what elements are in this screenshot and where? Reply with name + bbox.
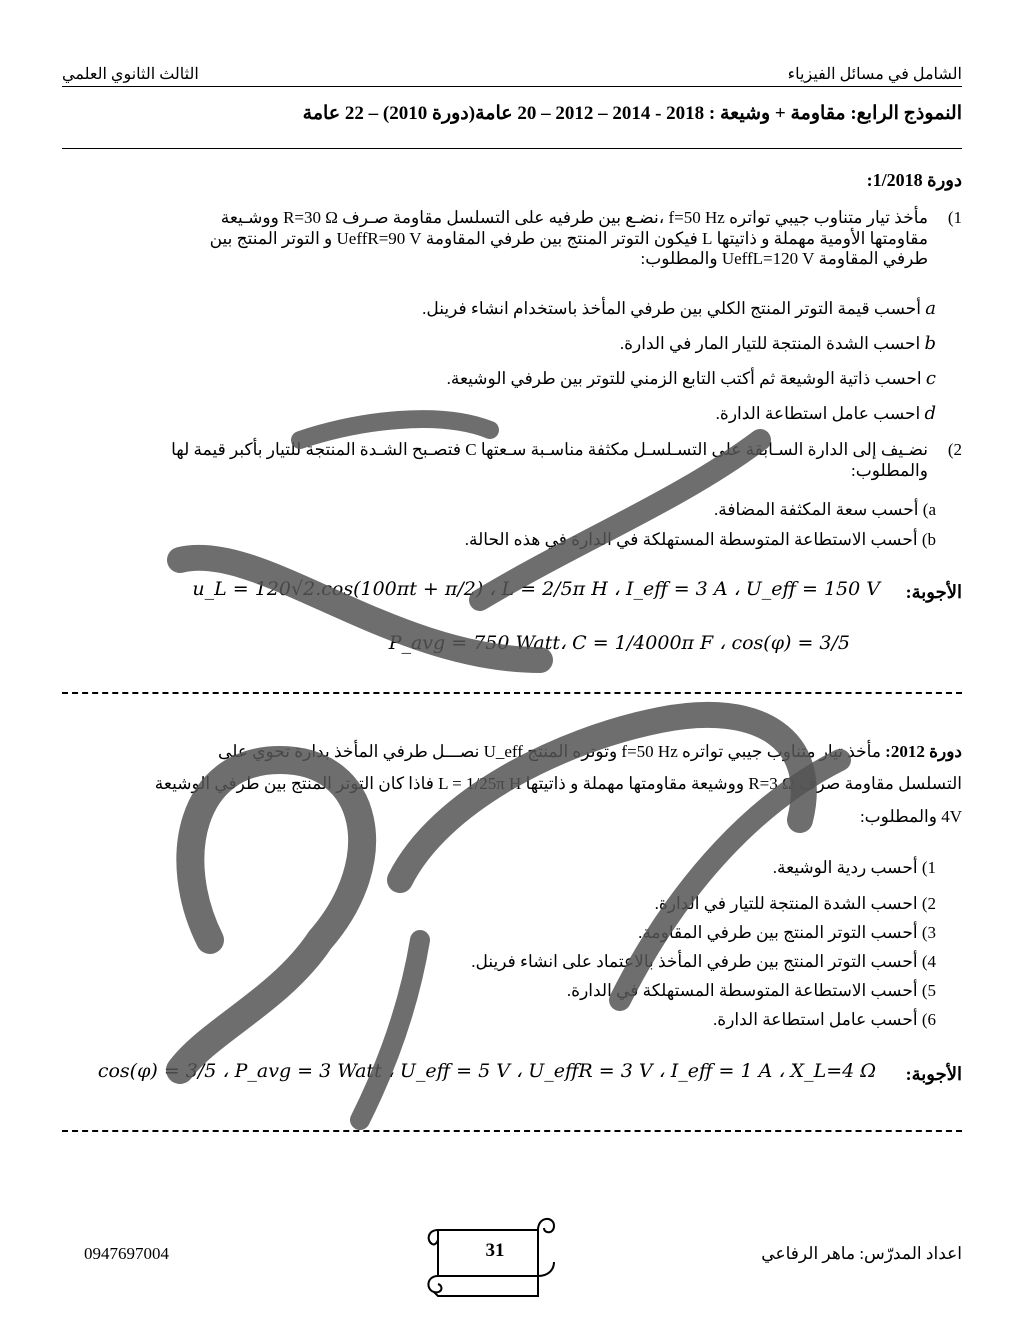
section2-line1: مأخذ تيار متناوب جيبي تواتره f=50 Hz وتوتره المنتج U_eff نصـــل طرفي المأخذ بدارة تحوي على: [218, 742, 881, 761]
watermark-text: ماهر الرفاعي: [398, 674, 622, 720]
q1-line3: طرفي المقاومة UeffL=120 V والمطلوب:: [640, 249, 928, 269]
title-divider: [62, 148, 962, 149]
s2-item-3: [638, 923, 936, 944]
header-subject: الشامل في مسائل الفيزياء: [787, 66, 962, 83]
section1-divider: [62, 692, 962, 694]
s2-item-1: [773, 858, 936, 879]
section2-line2: التسلسل مقاومة صرف R=3 Ω ووشيعة مقاومتها مهملة و ذاتيتها L = 1/25π H فاذا كان التوتر المنتج بين طرفي الوشيعة: [154, 774, 962, 794]
q1-item-d-label: d: [924, 403, 936, 424]
s2-item-2-text: احسب الشدة المنتجة للتيار في الدارة.: [654, 894, 918, 913]
s2-item-1-num: 1): [921, 858, 936, 877]
q1-item-b-text: احسب الشدة المنتجة للتيار المار في الدارة.: [619, 334, 921, 353]
section1-answers-line2: P_avg = 750 Watt، C = 1/4000π F ، cos(φ) = 3/5: [388, 632, 850, 654]
q2-item-b-text: أحسب الاستطاعة المتوسطة المستهلكة في الدارة في هذه الحالة.: [464, 530, 918, 549]
q1-item-a: [422, 298, 936, 320]
section2-intro: [62, 736, 962, 833]
q2-item-a: a) أحسب سعة المكثفة المضافة.: [714, 500, 936, 519]
q1-item-c-text: احسب ذاتية الوشيعة ثم أكتب التابع الزمني للتوتر بين طرفي الوشيعة.: [446, 369, 922, 388]
s2-item-2: [655, 894, 936, 915]
header-divider: [62, 86, 962, 87]
q1-item-c: [447, 368, 936, 390]
section2-answers-line: cos(φ) = 3/5 ، P_avg = 3 Watt ، U_eff = 5 V ، U_effR = 3 V ، I_eff = 1 A ، X_L=4 Ω: [97, 1060, 876, 1082]
q2-item-b-label: b: [927, 530, 936, 549]
page-number: 31: [485, 1240, 505, 1261]
q1-line1: مأخذ تيار متناوب جيبي تواتره f=50 Hz ،نضـع بين طرفيه على التسلسل مقاومة صـرف R=30 Ω ووشـيعة: [220, 208, 928, 227]
section1-heading: دورة 1/2018:: [866, 170, 962, 190]
s2-item-4-num: 4): [921, 952, 936, 971]
s2-item-2-num: 2): [921, 894, 936, 913]
q2-line1: نضـيف إلى الدارة السـابقة على التسـلسـل مكثفة مناسـبة سـعتها C فتصـبح الشـدة المنتجة للتيار بأكبر قيمة لها: [171, 440, 928, 459]
q2-number: 2): [947, 440, 962, 459]
s2-item-5: [567, 981, 936, 1002]
s2-item-3-text: أحسب التوتر المنتج بين طرفي المقاومة.: [638, 923, 918, 942]
section1-answers-line1: u_L = 120√2.cos(100πt + π/2) ، L = 2/5π H ، I_eff = 3 A ، U_eff = 150 V: [192, 578, 880, 600]
s2-item-5-num: 5): [921, 981, 936, 1000]
q2-item-a-label: a: [928, 500, 936, 519]
q2-item-a-text: أحسب سعة المكثفة المضافة.: [714, 500, 919, 519]
section2-heading: دورة 2012:: [885, 742, 962, 761]
q2-item-b: b) أحسب الاستطاعة المتوسطة المستهلكة في الدارة في هذه الحالة.: [464, 530, 936, 549]
q1-number: 1): [947, 208, 962, 227]
section2-divider: [62, 1130, 962, 1132]
section1-question2: [62, 440, 962, 481]
section1-answers-label: الأجوبة:: [905, 582, 962, 602]
q1-item-c-label: c: [925, 368, 936, 389]
s2-item-6-num: 6): [921, 1010, 936, 1029]
q1-item-a-text: أحسب قيمة التوتر المنتج الكلي بين طرفي المأخذ باستخدام انشاء فرينل.: [422, 299, 922, 318]
title-label: النموذج الرابع:: [850, 103, 962, 124]
q1-item-d-text: احسب عامل استطاعة الدارة.: [715, 404, 921, 423]
q1-line2: مقاومتها الأومية مهملة و ذاتيتها L فيكون التوتر المنتج بين طرفي المقاومة UeffR=90 V و التوتر المنتج بين: [209, 228, 928, 248]
section1-question1: [62, 208, 962, 270]
q1-item-b: [620, 333, 936, 355]
s2-item-3-num: 3): [921, 923, 936, 942]
s2-item-5-text: أحسب الاستطاعة المتوسطة المستهلكة في الدارة.: [566, 981, 918, 1000]
section2-line3: 4V والمطلوب:: [859, 806, 962, 826]
footer-author: اعداد المدرّس: ماهر الرفاعي: [761, 1244, 962, 1263]
s2-item-6-text: أحسب عامل استطاعة الدارة.: [713, 1010, 918, 1029]
s2-item-4-text: أحسب التوتر المنتج بين طرفي المأخذ بالاعتماد على انشاء فرينل.: [471, 952, 918, 971]
q1-item-b-label: b: [924, 333, 936, 354]
s2-item-6: [713, 1010, 936, 1031]
s2-item-4: [471, 952, 936, 973]
title-text: مقاومة + وشيعة : 2018 - 2014 – 2012 – 20 عامة(دورة 2010) – 22 عامة: [302, 103, 846, 124]
s2-item-1-text: أحسب ردية الوشيعة.: [772, 858, 918, 877]
q1-item-d: [716, 403, 936, 425]
q1-item-a-label: a: [925, 298, 936, 319]
q2-line2: والمطلوب:: [850, 460, 928, 480]
page-title: [62, 102, 962, 125]
header-grade: الثالث الثانوي العلمي: [62, 66, 199, 83]
section2-answers-label: الأجوبة:: [905, 1064, 962, 1084]
footer-phone: 0947697004: [84, 1244, 169, 1263]
